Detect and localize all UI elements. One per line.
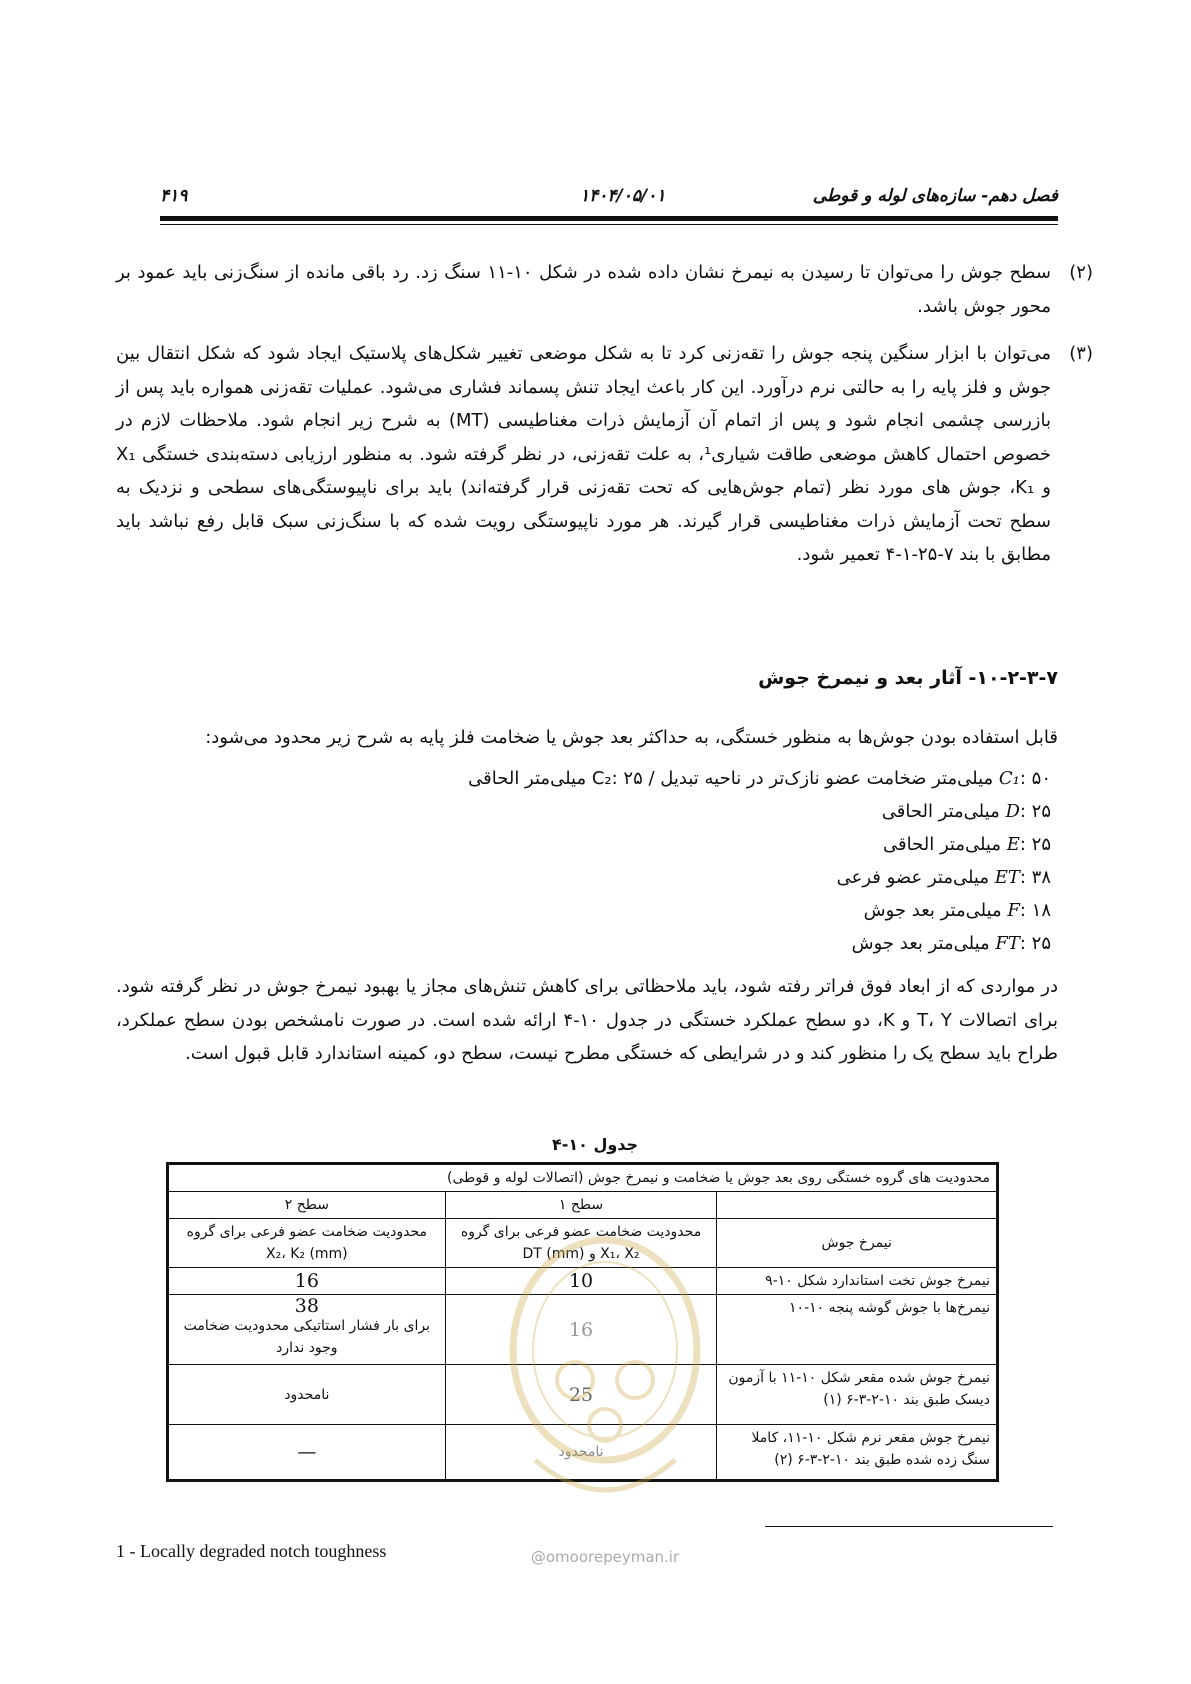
limit-symbol: F	[1007, 900, 1020, 921]
page-number: ۴۱۹	[160, 186, 188, 206]
limit-text: : ۱۸ میلی‌متر بعد جوش	[863, 900, 1051, 921]
chapter-title: فصل دهم- سازه‌های لوله و قوطی	[812, 186, 1058, 206]
header-rule-thin	[160, 224, 1058, 225]
section-heading: ۱۰-۲-۳-۷- آثار بعد و نیمرخ جوش	[758, 667, 1058, 689]
paragraph-text: سطح جوش را می‌توان تا رسیدن به نیمرخ نشان داده شده در شکل ۱۰-۱۱ سنگ زد. رد باقی مانده از سنگ‌زنی باید عمود بر محور جوش باشد.	[116, 262, 1051, 317]
limit-text: : ۲۵ میلی‌متر الحاقی	[883, 834, 1051, 855]
limit-item	[864, 900, 1051, 921]
footnote-rule	[765, 1526, 1053, 1527]
limit-symbol: ET	[994, 867, 1020, 888]
profile-cell: نیمرخ جوش تخت استاندارد شکل ۱۰-۹	[717, 1268, 998, 1295]
header-rule	[160, 216, 1058, 221]
limit-item	[468, 768, 1051, 789]
limit-symbol: FT	[995, 933, 1020, 954]
level-2-cell: نامحدود	[168, 1365, 446, 1425]
page-header	[160, 186, 1058, 206]
item-number: (۲)	[1069, 262, 1093, 283]
level-1-cell: 16	[445, 1295, 717, 1365]
profile-cell: نیمرخ‌ها با جوش گوشه پنجه ۱۰-۱۰	[717, 1295, 998, 1365]
level-1-header: سطح ۱	[445, 1192, 717, 1219]
limit-item	[852, 933, 1051, 954]
limit-text: : ۲۵ میلی‌متر بعد جوش	[851, 933, 1051, 954]
limit-item	[837, 867, 1051, 888]
table-title-row	[168, 1164, 998, 1192]
empty-cell	[717, 1192, 998, 1219]
level-2-cell	[168, 1295, 446, 1365]
table-caption: جدول ۱۰-۴	[551, 1135, 639, 1154]
limit-symbol: C₁	[998, 768, 1020, 789]
item-number: (۳)	[1069, 343, 1093, 364]
level-2-cell: 16	[168, 1268, 446, 1295]
paragraph-3	[116, 337, 1093, 572]
watermark-text: @omoorepeyman.ir	[530, 1548, 680, 1566]
table-level-row	[168, 1192, 998, 1219]
paragraph-2	[116, 256, 1093, 323]
level-2-cell: —	[168, 1425, 446, 1481]
limit-text: : ۳۸ میلی‌متر عضو فرعی	[836, 867, 1051, 888]
profile-header: نیمرخ جوش	[717, 1219, 998, 1268]
limit-text: : ۲۵ میلی‌متر الحاقی	[881, 801, 1051, 822]
level-2-value: 38	[294, 1295, 319, 1317]
level-2-note: برای بار فشار استاتیکی محدودیت ضخامت وجود ندارد	[183, 1318, 431, 1356]
watermark-logo	[505, 1230, 705, 1540]
profile-cell: نیمرخ جوش شده مقعر شکل ۱۰-۱۱ با آزمون دیسک طبق بند ۱۰-۲-۳-۶ (۱)	[717, 1365, 998, 1425]
section-intro: قابل استفاده بودن جوش‌ها به منظور خستگی، به حداکثر بعد جوش یا ضخامت فلز پایه به شرح زیر محدود می‌شود:	[205, 727, 1058, 748]
level-1-cell: 10	[445, 1268, 717, 1295]
table-title: محدودیت های گروه خستگی روی بعد جوش یا ضخامت و نیمرخ جوش (اتصالات لوله و قوطی)	[168, 1164, 998, 1192]
limit-item	[883, 834, 1051, 855]
level-2-header: سطح ۲	[168, 1192, 446, 1219]
limit-symbol: E	[1006, 834, 1020, 855]
profile-cell: نیمرخ جوش مقعر نرم شکل ۱۰-۱۱، کاملا سنگ زده شده طبق بند ۱۰-۲-۳-۶ (۲)	[717, 1425, 998, 1481]
level-1-cell: 25	[445, 1365, 717, 1425]
level-1-limit-header: محدودیت ضخامت عضو فرعی برای گروه X₁، X₂ و DT (mm)	[445, 1219, 717, 1268]
limit-item	[882, 801, 1051, 822]
header-date: ۱۴۰۴/۰۵/۰۱	[580, 186, 666, 206]
level-1-cell: نامحدود	[445, 1425, 717, 1481]
level-2-limit-header: محدودیت ضخامت عضو فرعی برای گروه X₂، K₂ (mm)	[168, 1219, 446, 1268]
paragraph-text: می‌توان با ابزار سنگین پنجه جوش را تقه‌زنی کرد تا به شکل موضعی تغییر شکل‌های پلاستیک ایجاد شود که شکل انتقال بین جوش و فلز پایه را به حالتی نرم درآورد. این کار باعث ایجاد تنش پسماند فشاری می‌شود. عملیات تقه‌زنی همواره باید پس از بازرسی چشمی انجام شود و پس از اتمام آن آزمایش ذرات مغناطیسی (MT) به شرح زیر انجام شود. ملاحظات لازم در خصوص احتمال کاهش موضعی طاقت شیاری¹، به علت تقه‌زنی، در نظر گرفته شود. به منظور ارزیابی دسته‌بندی خستگی X₁ و K₁، جوش های مورد نظر (تمام جوش‌هایی که تحت تقه‌زنی قرار گرفته‌اند) باید برای ناپیوستگی‌های سطحی و نزدیک به سطح تحت آزمایش ذرات مغناطیسی قرار گیرند. هر مورد ناپیوستگی رویت شده که با سنگ‌زنی سبک قابل رفع نباشد باید مطابق با بند ۷-۲۵-۱-۴ تعمیر شود.	[116, 343, 1052, 565]
paragraph-4: در مواردی که از ابعاد فوق فراتر رفته شود، باید ملاحظاتی برای کاهش تنش‌های مجاز یا بهبود نیمرخ جوش در نظر گرفته شود. برای اتصالات T، Y و K، دو سطح عملکرد خستگی در جدول ۱۰-۴ ارائه شده است. در صورت نامشخص بودن سطح عملکرد، طراح باید سطح یک را منظور کند و در شرایطی که خستگی مطرح نیست، سطح دو، کمینه استاندارد قابل قبول است.	[116, 976, 1058, 1064]
limit-symbol: D	[1005, 801, 1020, 822]
footnote: 1 - Locally degraded notch toughness	[116, 1541, 387, 1561]
limit-text: : ۵۰ میلی‌متر ضخامت عضو نازک‌تر در ناحیه تبدیل / C₂: ۲۵ میلی‌متر الحاقی	[468, 768, 1051, 789]
